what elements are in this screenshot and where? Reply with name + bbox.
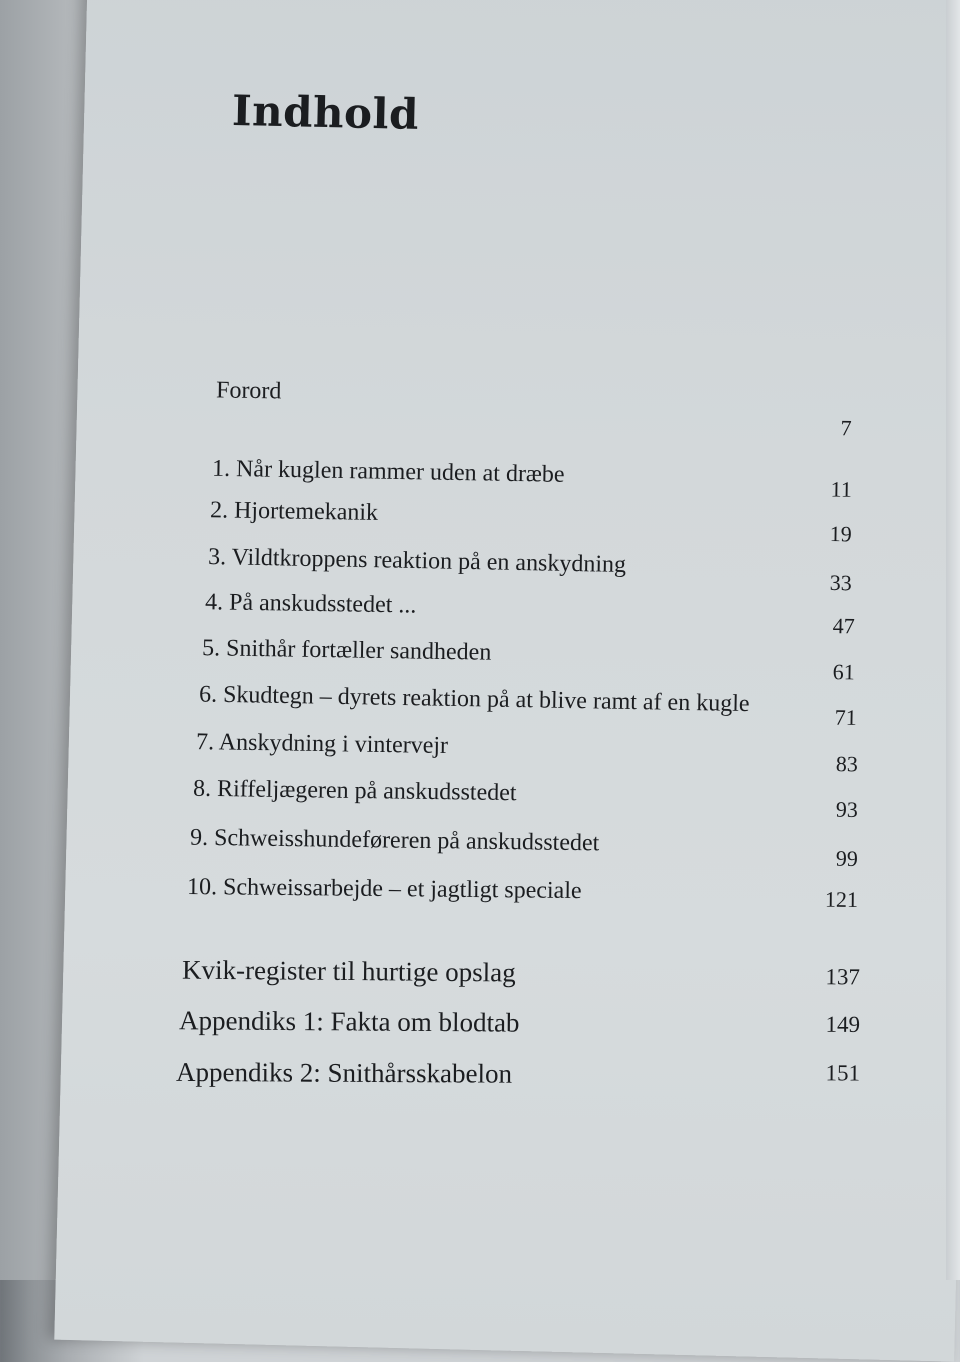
toc-entry-page: 11 xyxy=(830,476,853,502)
toc-entry-appendiks-2 xyxy=(0,1056,960,1101)
toc-entry-5 xyxy=(0,632,960,687)
toc-entry-page: 33 xyxy=(829,569,852,596)
toc-entry-label: Forord xyxy=(215,377,282,405)
toc-entry-9 xyxy=(0,822,960,875)
toc-entry-8 xyxy=(0,773,960,826)
toc-entry-page: 19 xyxy=(829,521,852,547)
toc-entry-page: 83 xyxy=(835,751,859,777)
toc-entry-page: 149 xyxy=(825,1011,861,1038)
toc-entry-label: 3. Vildtkroppens reaktion på en anskydning xyxy=(207,543,627,579)
toc-entry-page: 99 xyxy=(835,845,859,871)
toc-entry-label: Kvik-register til hurtige opslag xyxy=(181,954,516,988)
toc-entry-label: 8. Riffeljægeren på anskudsstedet xyxy=(192,775,517,807)
toc-entry-label: 9. Schweisshundeføreren på anskudsstedet xyxy=(189,824,600,857)
toc-entry-label: 10. Schweissarbejde – et jagtligt speciale xyxy=(186,873,582,905)
toc-entry-page: 137 xyxy=(825,964,861,990)
toc-entry-page: 47 xyxy=(832,613,855,639)
toc-entry-label: Appendiks 2: Snithårsskabelon xyxy=(175,1056,513,1089)
toc-entry-page: 93 xyxy=(835,796,859,822)
toc-entry-label: 2. Hjortemekanik xyxy=(209,497,379,526)
toc-entry-page: 7 xyxy=(840,415,852,441)
toc-entry-page: 61 xyxy=(832,659,855,685)
page-title: Indhold xyxy=(231,86,420,139)
toc-entry-6 xyxy=(0,678,960,735)
toc-entry-label: 4. På anskudsstedet ... xyxy=(204,589,417,619)
toc-entry-page: 71 xyxy=(834,704,858,730)
toc-entry-appendiks-1 xyxy=(0,1004,960,1051)
toc-entry-label: 6. Skudtegn – dyrets reaktion på at blive ramt af en kugle xyxy=(198,681,750,718)
toc-entry-label: 7. Anskydning i vintervejr xyxy=(195,729,449,760)
toc-entry-page: 121 xyxy=(824,886,859,912)
toc-entry-label: 1. Når kuglen rammer uden at dræbe xyxy=(211,455,565,488)
toc-entry-label: 5. Snithår fortæller sandheden xyxy=(201,635,492,666)
toc-entry-10 xyxy=(0,872,960,922)
toc-entry-7 xyxy=(0,726,960,781)
toc-entry-kvik-register xyxy=(0,953,960,1001)
toc-entry-forord xyxy=(0,374,960,441)
toc-entry-label: Appendiks 1: Fakta om blodtab xyxy=(178,1005,520,1038)
toc-entry-page: 151 xyxy=(825,1060,861,1086)
